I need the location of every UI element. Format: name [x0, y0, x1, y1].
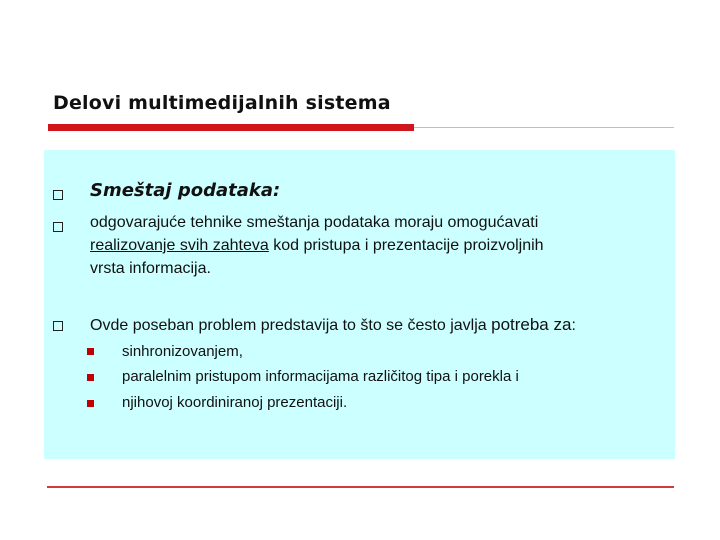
item-3-text-start: Ovde poseban problem predstavija to što se često javlja [90, 317, 492, 334]
sub-bullet-icon [87, 400, 94, 407]
title-underline-red [48, 124, 414, 131]
emphasis-text: potreba za [491, 315, 572, 334]
slide-title: Delovi multimedijalnih sistema [53, 92, 391, 114]
item-2-line-3: vrsta informacija. [90, 260, 211, 277]
sub-item: paralelnim pristupom informacijama različitog tipa i porekla i [122, 368, 519, 385]
title-underline-grey [414, 127, 674, 128]
item-3-text [90, 314, 576, 336]
square-bullet-icon [53, 321, 63, 331]
sub-item: njihovoj koordiniranoj prezentaciji. [122, 394, 348, 411]
item-2-line-2-rest: kod pristupa i prezentacije proizvoljnih [268, 237, 544, 254]
sub-item: sinhronizovanjem, [122, 343, 243, 360]
footer-rule [47, 486, 674, 488]
section-heading: Smeštaj podataka: [90, 180, 281, 201]
sub-bullet-icon [87, 348, 94, 355]
square-bullet-icon [53, 190, 63, 200]
underlined-phrase: realizovanje svih zahteva [90, 237, 269, 254]
sub-bullet-icon [87, 374, 94, 381]
item-3-text-end: : [571, 317, 576, 334]
square-bullet-icon [53, 222, 63, 232]
item-2-line-2 [90, 235, 544, 256]
item-2-line-1: odgovarajuće tehnike smeštanja podataka moraju omogućavati [90, 214, 539, 231]
